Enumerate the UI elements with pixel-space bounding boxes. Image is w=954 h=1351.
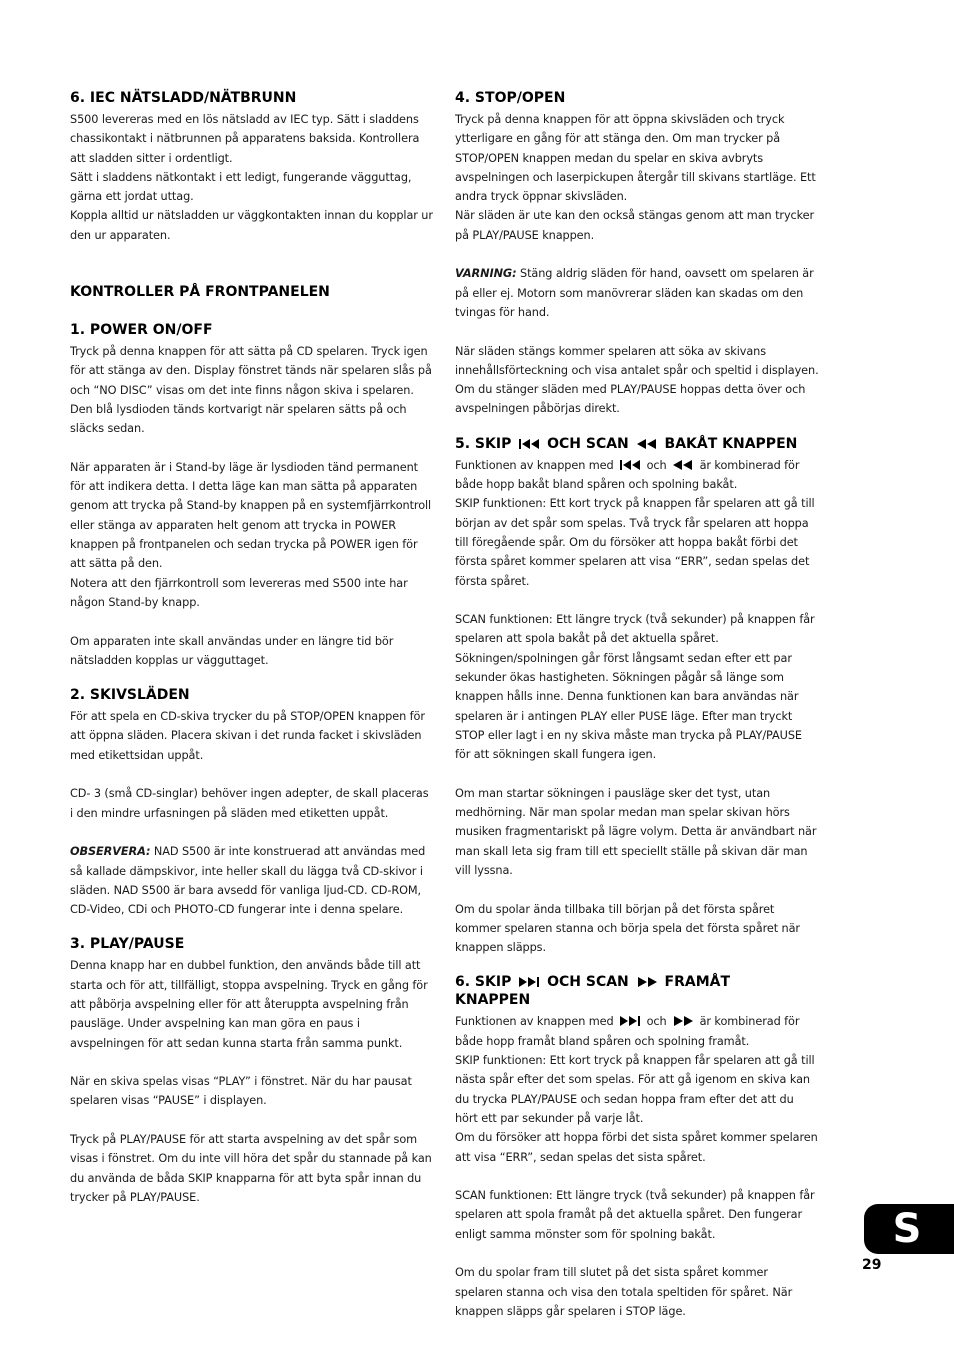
paragraph: Tryck på denna knappen för att öppna skivsläden och tryck ytterligare en gång för att stänga den. Om man trycker på STOP/OPEN knappen medan du spelar en skiva avbryts avspelningen och laserpickupen återgår till skivans startläge. Ett andra tryck öppnar skivsläden.: [455, 113, 816, 204]
section-play: [70, 935, 434, 1207]
paragraph: För att spela en CD-skiva trycker du på STOP/OPEN knappen för att öppna släden. Placera skivan i det runda facket i skivsläden med etikettsidan uppåt.: [70, 710, 425, 762]
paragraph: SCAN funktionen: Ett längre tryck (två sekunder) på knappen får spelaren att spola bakåt på det aktuella spåret. Sökningen/spolningen går först långsamt sedan efter ett par sekunder ökas hastigheten. Sökningen pågår så länge som knappen hålls inne. Denna funktionen kan bara användas när spelaren är i antingen PLAY eller PUSE läge. Efter man tryckt STOP eller lagt i en ny skiva måste man trycka på PLAY/PAUSE för att sökningen skall fungera igen.: [455, 613, 815, 762]
paragraph: Koppla alltid ur nätsladden ur väggkontakten innan du kopplar ur den ur apparaten.: [70, 209, 433, 242]
skip-back-icon: [518, 438, 540, 450]
language-letter: S: [892, 1206, 922, 1252]
paragraph: Om du försöker att hoppa förbi det sista spåret kommer spelaren att visa “ERR”, sedan spelas det sista spåret.: [455, 1131, 818, 1164]
paragraph: SCAN funktionen: Ett längre tryck (två sekunder) på knappen får spelaren att spola framåt på det aktuella spåret. Den fungerar enligt samma mönster som för spolning bakåt.: [455, 1189, 815, 1241]
heading-text: FRAMÅT: [664, 974, 731, 991]
section-tray: [70, 686, 434, 919]
paragraph: Om du spolar ända tillbaka till början på det första spåret kommer spelaren stanna och börja spela det första spåret när knappen släpps.: [455, 902, 800, 955]
inline-text: är kombinerad för både hopp framåt bland spåren och spolning framåt.: [455, 1015, 800, 1048]
page-number: 29: [862, 1257, 882, 1273]
section-heading: [455, 973, 819, 1009]
paragraph: Notera att den fjärrkontroll som levereras med S500 inte har någon Stand-by knapp.: [70, 576, 408, 609]
rewind-icon: [636, 438, 658, 450]
paragraph: När en skiva spelas visas “PLAY” i fönstret. När du har pausat spelaren visas “PAUSE” i displayen.: [70, 1075, 412, 1108]
paragraph: Tryck på denna knappen för att sätta på CD spelaren. Tryck igen för att stänga av den. Display fönstret tänds när spelaren slås på och “NO DISC” visas om det inte finns någon skiva i spelaren. Den blå lysdioden tänds kortvarigt när spelaren sätts på och släcks sedan.: [70, 345, 432, 436]
right-column: [455, 89, 819, 1337]
left-column: [70, 89, 434, 1223]
heading-text: 6. SKIP: [455, 974, 512, 991]
section-iec: [70, 89, 434, 245]
section-heading: 1. POWER ON/OFF: [70, 322, 213, 339]
inline-text: och: [646, 458, 667, 472]
rewind-icon: [672, 459, 694, 471]
paragraph: Tryck på PLAY/PAUSE för att starta avspelning av det spår som visas i fönstret. Om du inte vill höra det spår du stannade på kan du använda de båda SKIP knapparna för att byta spår innan du trycker på PLAY/PAUSE.: [70, 1133, 432, 1204]
section-heading: [455, 435, 819, 453]
major-heading: KONTROLLER PÅ FRONTPANELEN: [70, 284, 330, 301]
paragraph: S500 levereras med en lös nätsladd av IEC typ. Sätt i sladdens chassikontakt i nätbrunnen på apparatens baksida. Kontrollera att sladden sitter i ordentligt.: [70, 113, 420, 165]
paragraph: [455, 1012, 819, 1051]
inline-text: och: [646, 1015, 667, 1029]
section-heading: 4. STOP/OPEN: [455, 90, 566, 106]
paragraph: Om du spolar fram till slutet på det sista spåret kommer spelaren stanna och visa den totala speltiden för spåret. När knappen släpps går spelaren i STOP läge.: [455, 1266, 793, 1318]
fast-forward-icon: [672, 1015, 694, 1027]
section-heading: 2. SKIVSLÄDEN: [70, 687, 190, 704]
skip-back-icon: [619, 459, 641, 471]
section-skip-back: [455, 435, 819, 958]
note-text: NAD S500 är inte konstruerad att användas med så kallade dämpskivor, inte heller skall du lägga två CD-skivor i släden. NAD S500 är bara avsedd för vanliga ljud-CD. CD-ROM, CD-Video, CDi och PHOTO-CD fungerar inte i denna spelare.: [70, 845, 426, 917]
paragraph: SKIP funktionen: Ett kort tryck på knappen får spelaren att gå till början av det spår som spelas. Två tryck får spelaren att hoppa till föregående spår. Om du försöker att hoppa bakåt förbi det första spåret kommer spelaren att visa “ERR”, sedan spelas det första spåret.: [455, 497, 815, 588]
section-power: [70, 321, 434, 670]
warning-label: VARNING:: [455, 267, 517, 281]
warning-text: Stäng aldrig släden för hand, oavsett om spelaren är på eller ej. Motorn som manövrerar släden kan skadas om den tvingas för hand.: [455, 267, 814, 319]
paragraph: [455, 264, 819, 322]
section-skip-forward: [455, 973, 819, 1321]
paragraph: Om apparaten inte skall användas under en längre tid bör nätsladden kopplas ur vägguttaget.: [70, 634, 394, 667]
controls-heading-block: [70, 283, 434, 301]
skip-forward-icon: [619, 1015, 641, 1027]
paragraph: När släden stängs kommer spelaren att söka av skivans innehållsförteckning och visa antalet spår och speltid i displayen. Om du stänger släden med PLAY/PAUSE hoppas detta över och avspelningen påbörjas direkt.: [455, 344, 819, 416]
note-label: OBSERVERA:: [70, 845, 151, 859]
paragraph: Denna knapp har en dubbel funktion, den används både till att starta och för att, tillfälligt, stoppa avspelning. Tryck en gång för att påbörja avspelning eller för att återuppta avspelning från pausläge. Under avspelning kan man göra en paus i avspelningen för att sedan kunna starta från samma punkt.: [70, 959, 428, 1050]
heading-text: OCH SCAN: [547, 974, 629, 991]
inline-text: Funktionen av knappen med: [455, 1015, 614, 1029]
fast-forward-icon: [636, 976, 658, 988]
paragraph: [455, 456, 819, 495]
skip-forward-icon: [518, 976, 540, 988]
section-heading: 3. PLAY/PAUSE: [70, 936, 185, 953]
paragraph: Sätt i sladdens nätkontakt i ett ledigt, fungerande vägguttag, gärna ett jordat uttag.: [70, 170, 412, 204]
heading-text: OCH SCAN: [547, 435, 629, 452]
paragraph: Om man startar sökningen i pausläge sker det tyst, utan medhörning. När man spolar medan man spelar skivan hörs musiken fragmentariskt på lägre volym. Detta är användbart när man skall leta sig fram till ett speciellt ställe på skivan där man vill lyssna.: [455, 786, 817, 877]
paragraph: SKIP funktionen: Ett kort tryck på knappen får spelaren att gå till nästa spår efter det som spelas. För att gå igenom en skiva kan du trycka PLAY/PAUSE och sedan hoppa fram efter det att du hört ett par sekunder på varje låt.: [455, 1054, 815, 1125]
paragraph: [70, 842, 434, 919]
paragraph: När apparaten är i Stand-by läge är lysdioden tänd permanent för att indikera detta. I detta läge kan man sätta på apparaten genom att trycka på Stand-by knappen på en systemfjärrkontroll eller stänga av apparaten helt genom att trycka in POWER knappen på frontpanelen och sedan trycka på POWER igen för att sätta på den.: [70, 460, 432, 571]
heading-text: 5. SKIP: [455, 435, 512, 452]
heading-text: BAKÅT KNAPPEN: [664, 435, 798, 452]
inline-text: Funktionen av knappen med: [455, 458, 614, 472]
section-heading: 6. IEC NÄTSLADD/NÄTBRUNN: [70, 90, 297, 106]
section-stop: [455, 89, 819, 419]
heading-text: KNAPPEN: [455, 992, 531, 1009]
paragraph: När släden är ute kan den också stängas genom att man trycker på PLAY/PAUSE knappen.: [455, 209, 815, 242]
inline-text: är kombinerad för både hopp bakåt bland spåren och spolning bakåt.: [455, 458, 800, 492]
paragraph: CD- 3 (små CD-singlar) behöver ingen adepter, de skall placeras i den mindre urfasningen på släden med etiketten uppåt.: [70, 787, 429, 820]
